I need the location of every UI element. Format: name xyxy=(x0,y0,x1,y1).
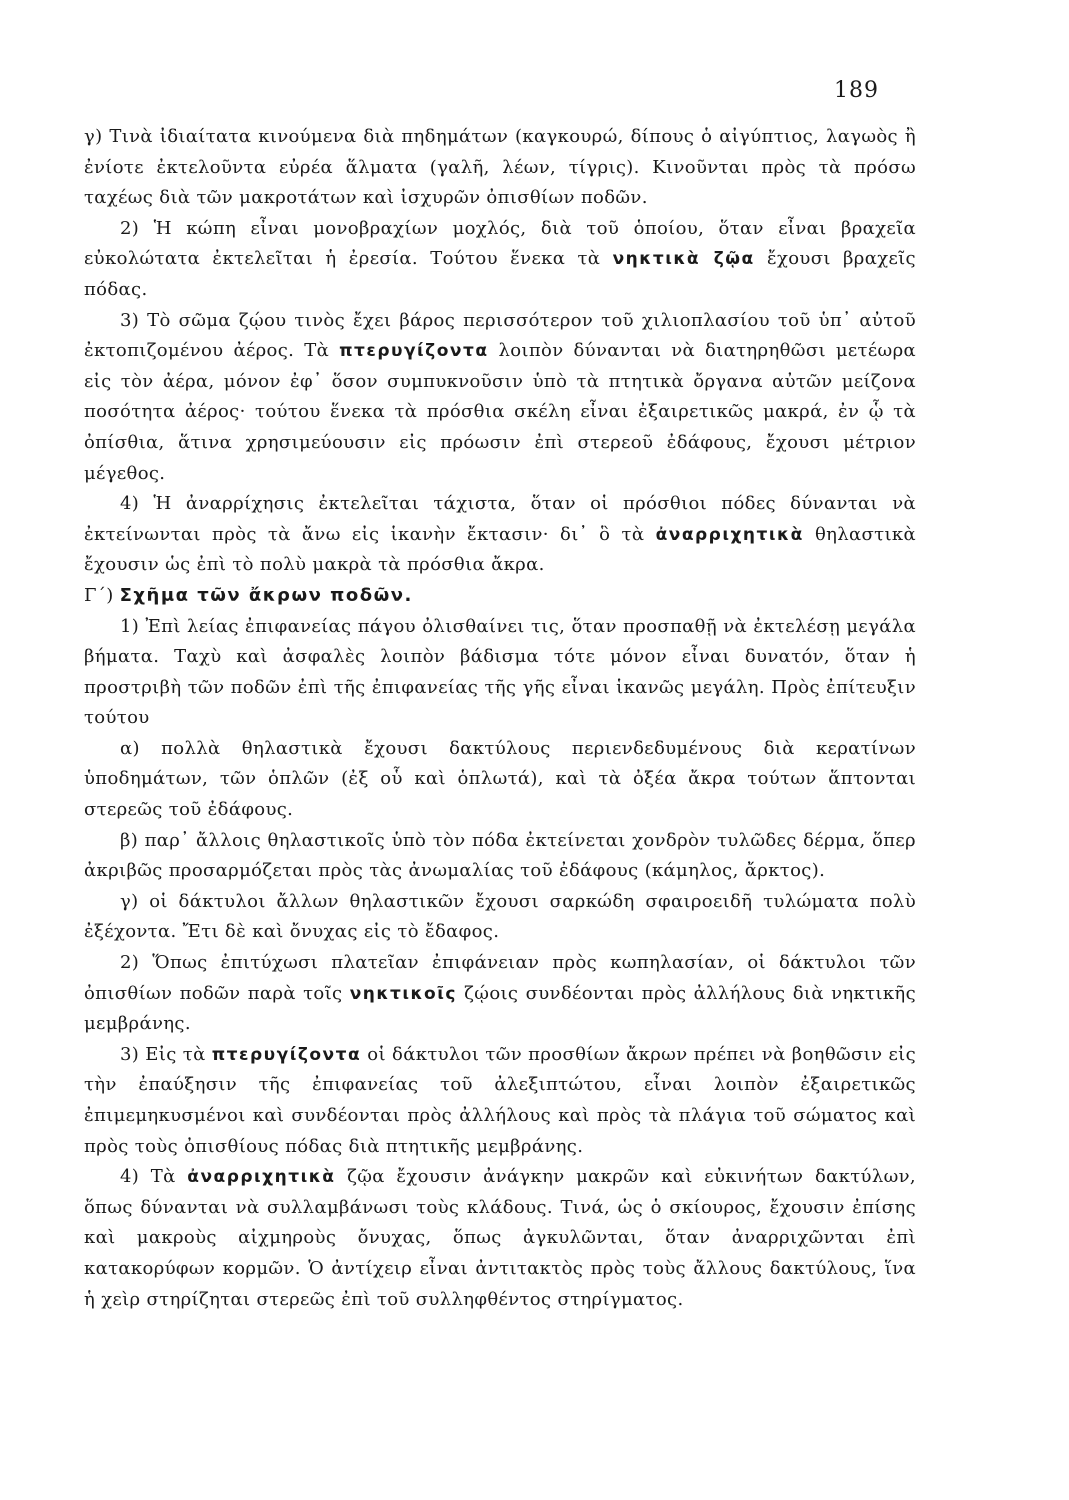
body-text xyxy=(84,122,916,1315)
section-label: Γ΄) xyxy=(84,584,120,606)
subparagraph-gamma: γ) οἱ δάκτυλοι ἄλλων θηλαστικῶν ἔχουσι σαρκώδη σφαιροειδῆ τυλώματα πολὺ ἐξέχοντα. Ἔτι δὲ καὶ ὄνυχας εἰς τὸ ἔδαφος. xyxy=(84,890,916,943)
emphasis-climbing: ἀναρριχητικὰ xyxy=(187,1167,336,1188)
text-span: 3) Εἰς τὰ xyxy=(120,1043,212,1065)
text-span: ζῷα ἔχουσιν ἀνάγκην μακρῶν καὶ εὐκινήτων δακτύλων, ὅπως δύνανται νὰ συλλαμβάνωσι τοὺς κλάδους. Τινά, ὡς ὁ σκίουρος, ἔχουσιν ἐπίσης καὶ μακροὺς αἰχμηροὺς ὄνυχας, ὅπως ἀγκυλῶνται, ὅταν ἀναρριχῶνται ἐπὶ κατακορύφων κορμῶν. Ὁ ἀντίχειρ εἶναι ἀντιτακτὸς πρὸς τοὺς ἄλλους δακτύλους, ἵνα ἡ χεὶρ στηρίζηται στερεῶς ἐπὶ τοῦ συλληφθέντος στηρίγματος. xyxy=(84,1166,916,1310)
emphasis-swimming: νηκτικοῖς xyxy=(349,983,457,1004)
text-span: λοιπὸν δύνανται νὰ διατηρηθῶσι μετέωρα εἰς τὸν ἀέρα, μόνον ἐφ᾽ ὅσον συμπυκνοῦσιν ὑπὸ τὰ πτητικὰ ὄργανα αὐτῶν μείζονα ποσότητα ἀέρος· τούτου ἕνεκα τὰ πρόσθια σκέλη εἶναι ἐξαιρετικῶς μακρά, ἐν ᾧ τὰ ὀπίσθια, ἅτινα χρησιμεύουσιν εἰς πρόωσιν ἐπὶ στερεοῦ ἐδάφους, ἔχουσι μέτριον μέγεθος. xyxy=(84,340,917,484)
emphasis-climbing: ἀναρριχητικὰ xyxy=(655,524,804,545)
text-span: οἱ δάκτυλοι τῶν προσθίων ἄκρων πρέπει νὰ βοηθῶσιν εἰς τὴν ἐπαύξησιν τῆς ἐπιφανείας τοῦ ἀλεξιπτώτου, εἶναι λοιπὸν ἐξαιρετικῶς ἐπιμεμηκυσμένοι καὶ συνδέονται πρὸς ἀλλήλους καὶ πρὸς τὰ πλάγια τοῦ σώματος καὶ πρὸς τοὺς ὀπισθίους πόδας διὰ πτητικῆς μεμβράνης. xyxy=(84,1043,917,1157)
emphasis-flying: πτερυγίζοντα xyxy=(211,1044,362,1065)
text-span: 4) Ἡ ἀναρρίχησις ἐκτελεῖται τάχιστα, ὅταν οἱ πρόσθιοι πόδες δύνανται νὰ ἐκτείνωνται πρὸς τὰ ἄνω εἰς ἱκανὴν ἔκτασιν· δι᾽ ὃ τὰ xyxy=(84,493,916,545)
paragraph-4-climbing xyxy=(84,489,916,581)
text-span: ζῴοις συνδέονται πρὸς ἀλλήλους διὰ νηκτικῆς μεμβράνης. xyxy=(84,982,917,1035)
paragraph-gamma-leaping: γ) Τινὰ ἰδιαίτατα κινούμενα διὰ πηδημάτων (καγκουρώ, δίπους ὁ αἰγύπτιος, λαγωὸς ἢ ἐνίοτε ἐκτελοῦντα εὐρέα ἅλματα (γαλῆ, λέων, τίγρις). Κινοῦνται πρὸς τὰ πρόσω ταχέως διὰ τῶν μακροτάτων καὶ ἰσχυρῶν ὀπισθίων ποδῶν. xyxy=(84,126,916,209)
paragraph-1-friction: 1) Ἐπὶ λείας ἐπιφανείας πάγου ὀλισθαίνει τις, ὅταν προσπαθῇ νὰ ἐκτελέσῃ μεγάλα βήματα. Ταχὺ καὶ ἀσφαλὲς λοιπὸν βάδισμα τότε μόνον εἶναι δυνατόν, ὅταν ἡ προστριβὴ τῶν ποδῶν ἐπὶ τῆς ἐπιφανείας τῆς γῆς εἶναι ἱκανῶς μεγάλη. Πρὸς ἐπίτευξιν τούτου xyxy=(84,615,916,729)
section-title: Σχῆμα τῶν ἄκρων ποδῶν. xyxy=(119,584,413,606)
paragraph-2-oar xyxy=(84,214,916,306)
section-heading xyxy=(84,581,916,612)
paragraph-2-webbing xyxy=(84,948,916,1040)
text-span: 2) Ὅπως ἐπιτύχωσι πλατεῖαν ἐπιφάνειαν πρὸς κωπηλασίαν, οἱ δάκτυλοι τῶν ὀπισθίων ποδῶν παρὰ τοῖς xyxy=(84,952,916,1004)
paragraph-3-membrane xyxy=(84,1040,916,1162)
paragraph-4-digits xyxy=(84,1162,916,1315)
subparagraph-alpha: α) πολλὰ θηλαστικὰ ἔχουσι δακτύλους περιενδεδυμένους διὰ κερατίνων ὑποδημάτων, τῶν ὁπλῶν (ἐξ οὗ καὶ ὁπλωτά), καὶ τὰ ὀξέα ἄκρα τούτων ἅπτονται στερεῶς τοῦ ἐδάφους. xyxy=(84,737,916,821)
page-number: 189 xyxy=(834,78,879,103)
subparagraph-beta: β) παρ᾽ ἄλλοις θηλαστικοῖς ὑπὸ τὸν πόδα ἐκτείνεται χονδρὸν τυλῶδες δέρμα, ὅπερ ἀκριβῶς προσαρμόζεται πρὸς τὰς ἀνωμαλίας τοῦ ἐδάφους (κάμηλος, ἄρκτος). xyxy=(84,829,916,882)
emphasis-flying: πτερυγίζοντα xyxy=(339,341,489,362)
text-span: θηλαστικὰ ἔχουσιν ὡς ἐπὶ τὸ πολὺ μακρὰ τὰ πρόσθια ἄκρα. xyxy=(84,523,916,576)
emphasis-swimming-animals: νηκτικὰ ζῷα xyxy=(612,249,755,270)
text-span: 2) Ἡ κώπη εἶναι μονοβραχίων μοχλός, διὰ τοῦ ὁποίου, ὅταν εἶναι βραχεῖα εὐκολώτατα ἐκτελεῖται ἡ ἐρεσία. Τούτου ἕνεκα τὰ xyxy=(84,217,916,270)
paragraph-3-flying xyxy=(84,306,916,490)
text-span: 4) Τὰ xyxy=(120,1166,188,1188)
text-span: 3) Τὸ σῶμα ζῴου τινὸς ἔχει βάρος περισσότερον τοῦ χιλιοπλασίου τοῦ ὑπ᾽ αὐτοῦ ἐκτοπιζομένου ἀέρος. Τὰ xyxy=(84,309,916,362)
text-span: ἔχουσι βραχεῖς πόδας. xyxy=(84,248,916,300)
